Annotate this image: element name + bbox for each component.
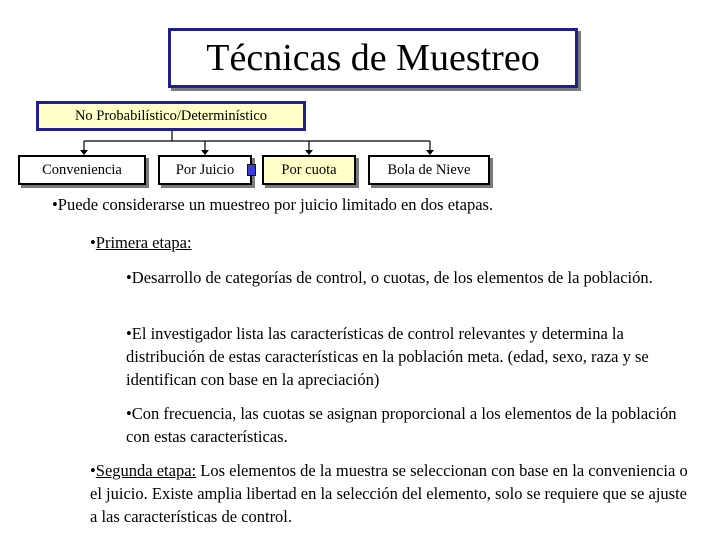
- bullet-glyph: •: [52, 195, 58, 214]
- bullet-stage2: [90, 459, 690, 528]
- bullet-stage1: [90, 231, 690, 254]
- diagram-title: Técnicas de Muestreo: [168, 28, 578, 88]
- stage1-label: Primera etapa:: [95, 233, 192, 252]
- node-por-cuota: Por cuota: [262, 155, 356, 185]
- node-por-juicio: Por Juicio: [158, 155, 252, 185]
- bullet-glyph: •: [126, 324, 132, 343]
- stage1-item3-text: Con frecuencia, las cuotas se asignan proporcional a los elementos de la población con estas características.: [126, 404, 677, 446]
- bullet-glyph: •: [126, 268, 132, 287]
- bullet-stage1-item1: [126, 266, 696, 289]
- stage2-label: Segunda etapa:: [95, 461, 197, 480]
- stage1-item2-text: El investigador lista las características de control relevantes y determina la distribución de estas características en la población meta. (edad, sexo, raza y se identifican con base en la apreciación): [126, 324, 649, 389]
- stage1-item1-text: Desarrollo de categorías de control, o cuotas, de los elementos de la población.: [131, 268, 653, 287]
- bullet-stage1-item2: [126, 322, 696, 391]
- bullet-stage1-item3: [126, 402, 696, 448]
- stage2-text: Los elementos de la muestra se seleccionan con base en la conveniencia o el juicio. Existe amplia libertad en la selección del elemento, solo se requiere que se ajuste a las características de control.: [90, 461, 688, 526]
- selection-handle[interactable]: [247, 164, 256, 176]
- bullet-glyph: •: [126, 404, 132, 423]
- bullet-glyph: •: [90, 461, 96, 480]
- intro-text: Puede considerarse un muestreo por juicio limitado en dos etapas.: [57, 195, 494, 214]
- bullet-glyph: •: [90, 233, 96, 252]
- node-conveniencia: Conveniencia: [18, 155, 146, 185]
- bullet-intro: [52, 193, 672, 216]
- node-bola-de-nieve: Bola de Nieve: [368, 155, 490, 185]
- root-node-no-probabilistico: No Probabilístico/Determinístico: [36, 101, 306, 131]
